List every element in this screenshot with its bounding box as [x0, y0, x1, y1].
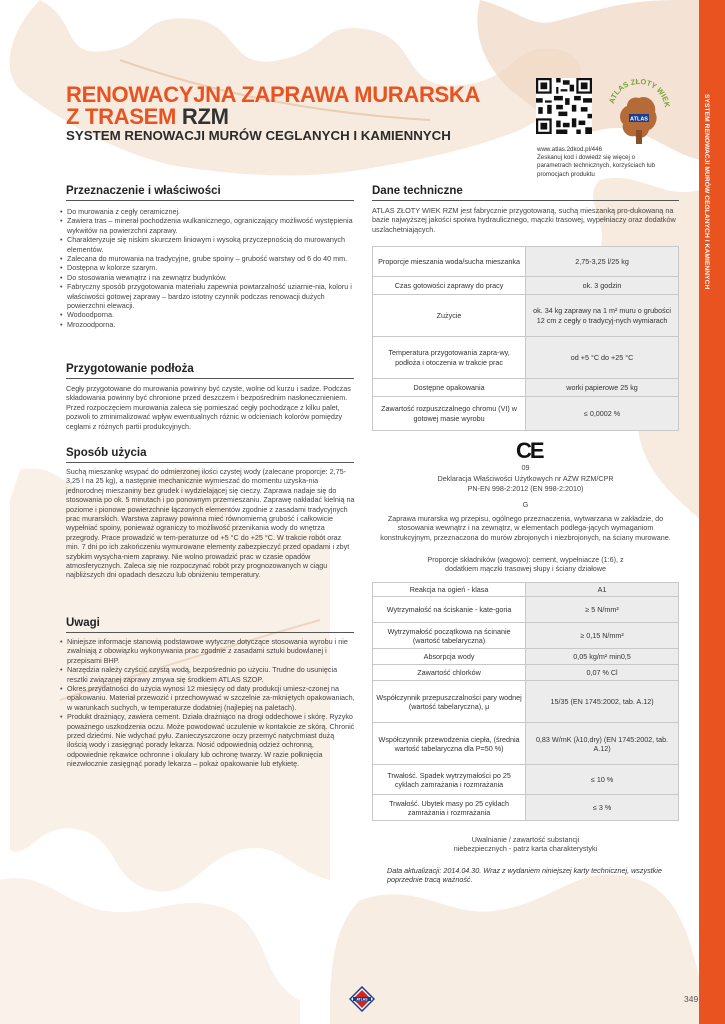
- table-cell-label: Absorpcja wody: [373, 649, 526, 665]
- footer-logo-text: ATLAS: [356, 997, 368, 1002]
- table-cell-value: ok. 34 kg zaprawy na 1 m² muru o grubości 12 cm z cegły o tradycyj-nych wymiarach: [526, 295, 679, 337]
- ce-declaration: Deklaracja Właściwości Użytkowych nr AŻW RZM/CPR: [437, 474, 614, 483]
- table-cell-value: 2,75-3,25 l/25 kg: [526, 247, 679, 277]
- list-item: • Niniejsze informacje stanowią podstawowe wytyczne dotyczące stosowania wyrobu i nie zwalniają z obowiązku wykonywania prac zgodnie z zasadami sztuki budowlanej i przepisami BHP.: [60, 637, 356, 665]
- atlas-zloty-wiek-badge-icon: [603, 74, 675, 156]
- list-item: • Zawiera tras – minerał pochodzenia wulkanicznego, ograniczający możliwość występienia wykwitów na powierzchni zaprawy.: [60, 216, 354, 235]
- table-row: [373, 295, 679, 337]
- qr-url[interactable]: www.atlas.2dkod.pl/446: [537, 146, 603, 153]
- table-row: [373, 247, 679, 277]
- ce-properties-table: [372, 582, 679, 821]
- table-row: [373, 379, 679, 397]
- list-item: • Okres przydatności do użycia wynosi 12 miesięcy od daty produkcji umiesz-czonej na opakowaniu. Materiał przewozić i przechowywać w szczelnie za-mkniętych opakowaniach, w warunkach suchych, w temperaturze dodatniej (najlepiej na paletach).: [60, 684, 356, 712]
- section-divider: [66, 378, 354, 379]
- table-cell-label: Zawartość chlorków: [373, 665, 526, 681]
- table-row: [373, 623, 679, 649]
- table-cell-value: ≤ 10 %: [526, 765, 679, 795]
- section-divider: [66, 632, 354, 633]
- table-cell-label: Zużycie: [373, 295, 526, 337]
- table-cell-value: 0,07 % Cl: [526, 665, 679, 681]
- table-cell-value: od +5 °C do +25 °C: [526, 337, 679, 379]
- product-subtitle: SYSTEM RENOWACJI MURÓW CEGLANYCH I KAMIENNYCH: [66, 128, 451, 143]
- section-heading-sposob: Sposób użycia: [66, 447, 147, 459]
- section-heading-uwagi: Uwagi: [66, 617, 100, 629]
- table-cell-label: Wytrzymałość początkowa na ścinanie (wartość tabelaryczna): [373, 623, 526, 649]
- table-cell-label: Trwałość. Spadek wytrzymałości po 25 cyklach zamrażania i rozmrażania: [373, 765, 526, 795]
- list-item: • Zalecana do murowania na tradycyjne, grube spoiny – grubość warstwy od 6 do 40 mm.: [60, 254, 354, 263]
- table-row: [373, 397, 679, 431]
- table-cell-value: ≤ 3 %: [526, 795, 679, 821]
- list-item: • Do stosowania wewnątrz i na zewnątrz budynków.: [60, 273, 354, 282]
- list-item: • Fabryczny sposób przygotowania materiału zapewnia powtarzalność uziarnie-nia, koloru i właściwości gotowej zaprawy – bardzo istotny czynnik podczas renowacji dużych powierzchni elewacji.: [60, 282, 354, 310]
- table-cell-value: ≥ 5 N/mm²: [526, 597, 679, 623]
- table-cell-label: Reakcja na ogień - klasa: [373, 583, 526, 597]
- table-cell-label: Temperatura przygotowania zapra-wy, podłoża i otoczenia w trakcie prac: [373, 337, 526, 379]
- section-heading-przeznaczenie: Przeznaczenie i właściwości: [66, 185, 221, 197]
- table-cell-value: ≥ 0,15 N/mm²: [526, 623, 679, 649]
- table-cell-label: Dostępne opakowania: [373, 379, 526, 397]
- list-item: • Charakteryzuje się niskim skurczem liniowym i wysoką przyczepnością do murowanych elementów.: [60, 235, 354, 254]
- table-cell-value: ok. 3 godzin: [526, 277, 679, 295]
- ce-year: 09: [521, 463, 530, 472]
- table-cell-label: Współczynnik przepuszczalności pary wodnej (wartość tabelaryczna), μ: [373, 681, 526, 723]
- list-item: • Narzędzia należy czyścić czystą wodą, bezpośrednio po użyciu. Trudne do usunięcia resztki związanej zaprawy zmywa się środkiem ATLAS SZOP.: [60, 665, 356, 684]
- table-row: [373, 681, 679, 723]
- dane-intro-text: ATLAS ZŁOTY WIEK RZM jest fabrycznie przygotowaną, suchą mieszanką pro-dukowaną na bazie najwyższej jakości spoiwa hydraulicznego, mączki trasowej, wypełniaczy oraz dodatków uszlachetniających.: [372, 206, 676, 234]
- list-item: • Produkt drażniący, zawiera cement. Działa drażniąco na drogi oddechowe i skórę. Ryzyko poważnego uszkodzenia oczu. Może powodować uczulenie w kontakcie ze skórą. Chronić przed dziećmi. Nie wdychać pyłu. Zanieczyszczone oczy przemyć natychmiast dużą ilością wody i zasięgnąć porady lekarza. Nosić odpowiednią odzież ochronną, odpowiednie rękawice ochronne i okulary lub ochronę twarzy. W razie połknięcia niezwłocznie zasięgnąć porady lekarza – pokaż opakowanie lub etykietę.: [60, 712, 356, 768]
- side-label: SYSTEM RENOWACJI MURÓW CEGLANYCH I KAMIENNYCH: [703, 94, 710, 290]
- table-cell-label: Współczynnik przewodzenia ciepła, (średnia wartość tabelaryczna dla P=50 %): [373, 723, 526, 765]
- title-line-2-prefix: Z TRASEM: [66, 104, 182, 129]
- qr-description: Zeskanuj kod i dowiedz się więcej o parametrach technicznych, korzyściach lub promocjach produktu: [537, 154, 655, 178]
- ce-proportions: Proporcje składników (wagowo): cement, wypełniacze (1:6), z dodatkiem mączki trasowej słupy i ściany działowe: [427, 555, 624, 574]
- table-row: [373, 649, 679, 665]
- page-number: 349: [684, 994, 699, 1004]
- table-cell-value: worki papierowe 25 kg: [526, 379, 679, 397]
- table-cell-label: Trwałość. Ubytek masy po 25 cyklach zamrażania i rozmrażania: [373, 795, 526, 821]
- ce-class: G: [522, 500, 529, 509]
- atlas-logo-icon: [349, 986, 375, 1012]
- przeznaczenie-list: [60, 207, 354, 329]
- svg-text:ATLAS ZŁOTY WIEK: ATLAS ZŁOTY WIEK: [606, 76, 672, 109]
- list-item: • Mrozoodporna.: [60, 320, 354, 329]
- table-row: [373, 665, 679, 681]
- table-cell-label: Zawartość rozpuszczalnego chromu (VI) w gotowej masie wyrobu: [373, 397, 526, 431]
- table-cell-value: ≤ 0,0002 %: [526, 397, 679, 431]
- table-row: [373, 765, 679, 795]
- qr-code-icon[interactable]: [536, 78, 592, 134]
- table-cell-value: 0,83 W/mK (λ10,dry) (EN 1745:2002, tab. A.12): [526, 723, 679, 765]
- title-line-1: RENOWACYJNA ZAPRAWA MURARSKA: [66, 82, 481, 107]
- update-note: Data aktualizacji: 2014.04.30. Wraz z wydaniem niniejszej karty technicznej, wszystkie poprzednie tracą ważność.: [387, 866, 662, 885]
- table-row: [373, 597, 679, 623]
- list-item: • Do murowania z cegły ceramicznej.: [60, 207, 354, 216]
- table-cell-label: Czas gotowości zaprawy do pracy: [373, 277, 526, 295]
- table-cell-label: Proporcje mieszania woda/sucha mieszanka: [373, 247, 526, 277]
- technical-data-table: [372, 246, 679, 431]
- table-row: [373, 723, 679, 765]
- section-divider: [372, 200, 679, 201]
- section-divider: [66, 200, 354, 201]
- table-row: [373, 795, 679, 821]
- section-heading-dane: Dane techniczne: [372, 185, 463, 197]
- section-heading-przygotowanie: Przygotowanie podłoża: [66, 363, 194, 375]
- table-cell-value: 0,05 kg/m² min0,5: [526, 649, 679, 665]
- table-row: [373, 583, 679, 597]
- przygotowanie-text: Cegły przygotowane do murowania powinny być czyste, wolne od kurzu i sadze. Podczas składowania powinny być chronione przed deszczem i bezpośrednim nasłonecznieniem. Przed rozpoczęciem murowania zaleca się pomieszać cegły pochodzące z kilku palet, pozwoli to zminimalizować wpływ ewentualnych różnic w odcieniach kolorów pomiędzy cegłami z różnych partii produkcyjnych.: [66, 384, 351, 431]
- list-item: • Wodoodporna.: [60, 310, 354, 319]
- product-title: [66, 84, 506, 128]
- side-tab: [699, 0, 725, 1024]
- ce-footer: Uwalnianie / zawartość substancji niebezpiecznych - patrz karta charakterystyki: [453, 835, 598, 854]
- ce-mark: CE: [516, 438, 543, 463]
- list-item: • Dostępna w kolorze szarym.: [60, 263, 354, 272]
- ce-norm: PN-EN 998-2:2012 (EN 998-2:2010): [467, 484, 584, 493]
- title-line-2-suffix: RZM: [181, 104, 229, 129]
- uwagi-list: [60, 637, 356, 769]
- table-cell-value: A1: [526, 583, 679, 597]
- sposob-text: Suchą mieszankę wsypać do odmierzonej ilości czystej wody (zalecane proporcje: 2,75-3,25 l na 25 kg), a następnie mechanicznie wymieszać do momentu uzyska-nia jednorodnej mieszaniny bez grudek i wydzielającej się cieczy. Zaprawa nadaje się do stosowania po ok. 5 minutach i po ponownym przemieszaniu. Zaprawę nakładać kielnią na poziome i pionowe powierzchnie łączonych elementów zgodnie z zasadami tradycyjnych prac murarskich. Warstwa zaprawy powinna mieć równomierną grubość i całkowicie wypełniać spoiny, ponieważ ograniczy to możliwość przenikania wody do wnętrza przegrody. Prace prowadzić w tem-peraturze od +5 °C do +25 °C. W trakcie robót oraz min. 7 dni po ich zakończeniu wymurowane elementy zabezpieczyć przed opadami i zbyt szybkim wysycha-niem zaprawy. Nie wolno prowadzić prac w czasie opadów atmosferycznych. Zaleca się nie rozpoczynać robót przy prognozowanych w ciągu najbliższych dni opadach deszczu lub obniżeniu temperatury.: [66, 467, 355, 580]
- table-cell-value: 15/35 (EN 1745:2002, tab. A.12): [526, 681, 679, 723]
- table-row: [373, 277, 679, 295]
- table-cell-label: Wytrzymałość na ściskanie - kate-goria: [373, 597, 526, 623]
- table-row: [373, 337, 679, 379]
- ce-description: Zaprawa murarska wg przepisu, ogólnego przeznaczenia, wytwarzana w zakładzie, do stosowania wewnątrz i na zewnątrz, w elementach podlega-jących wymaganiom konstrukcyjnym, przeznaczona do murów zbrojonych i niezbrojonych, na ściany murowane.: [380, 514, 671, 542]
- badge-label: ATLAS: [630, 116, 648, 123]
- section-divider: [66, 462, 354, 463]
